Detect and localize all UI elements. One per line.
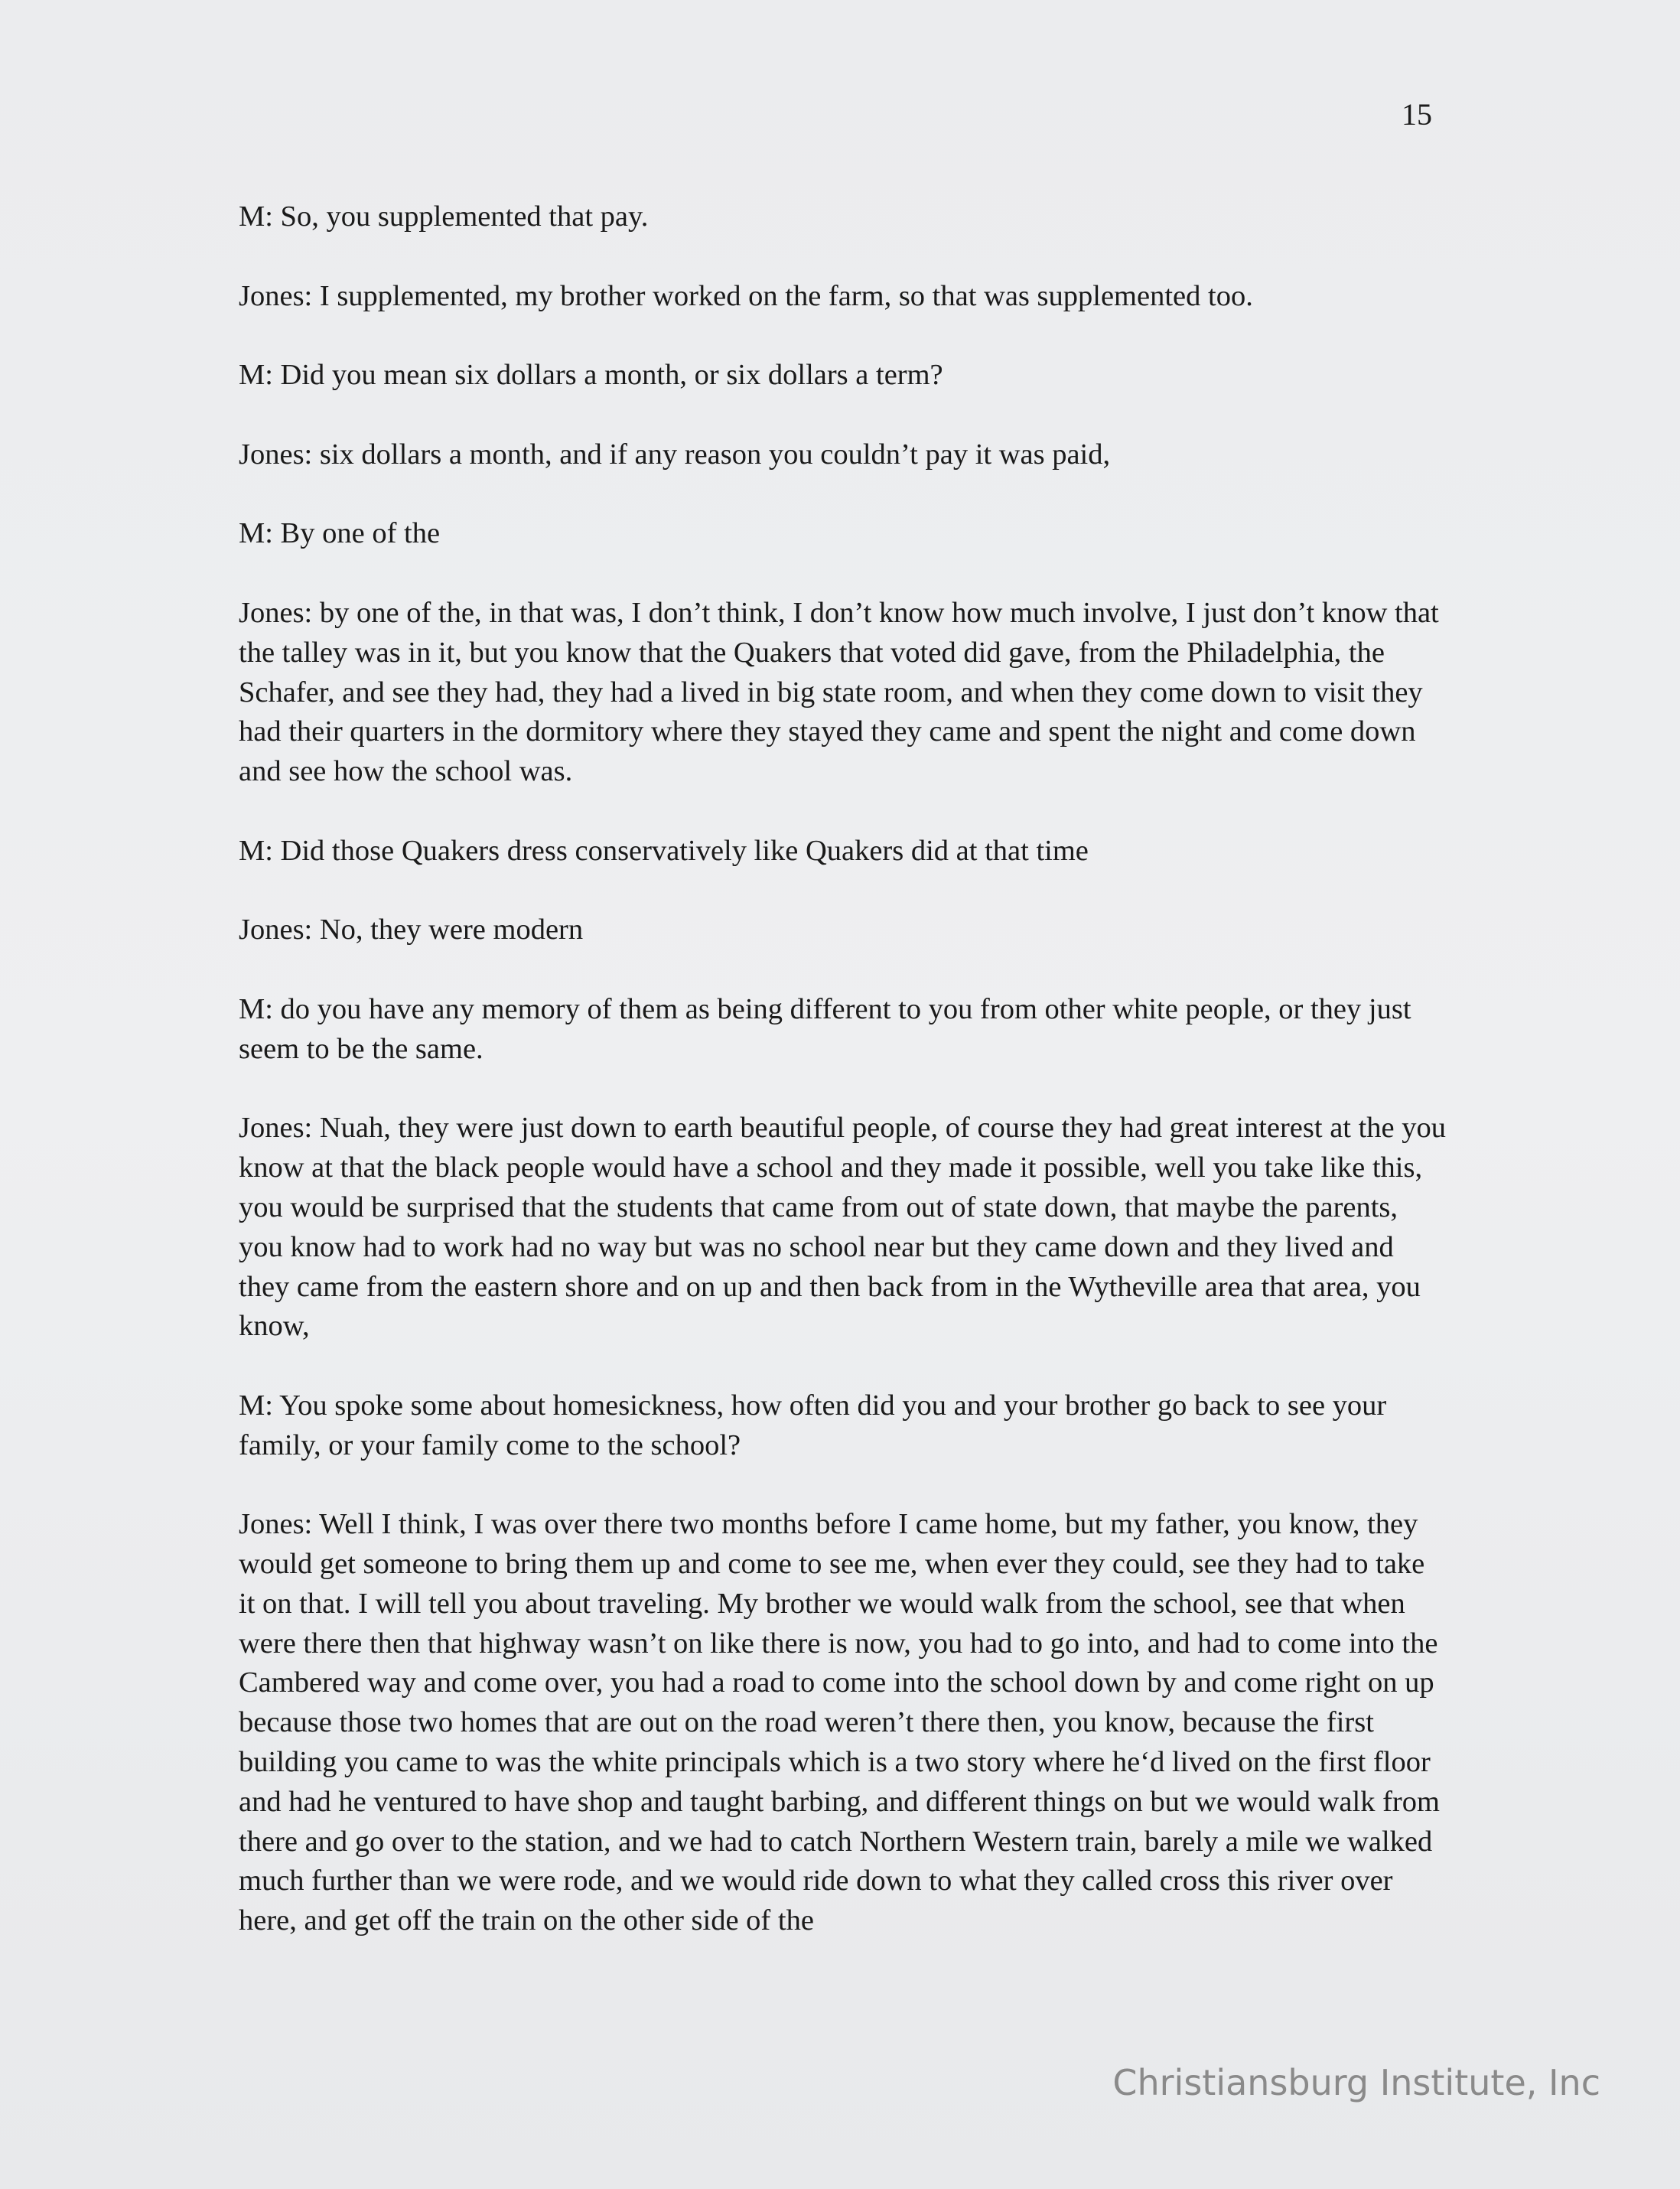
paragraph-9: M: do you have any memory of them as being different to you from other white people, or they just seem to be the same. <box>239 992 1411 1065</box>
paragraph-3: M: Did you mean six dollars a month, or six dollars a term? <box>239 359 943 392</box>
page-number: 15 <box>1402 97 1432 132</box>
paragraph-6: Jones: by one of the, in that was, I don’t think, I don’t know how much involve, I just don’t know that the talley was in it, but you know that the Quakers that voted did gave, from the Philadelphia, the Schafer, and see they had, they had a lived in big state room, and when they come down to visit they had their quarters in the dormitory where they stayed they came and spent the night and come down and see how the school was. <box>239 596 1439 788</box>
paragraph-11: M: You spoke some about homesickness, how often did you and your brother go back to see your family, or your family come to the school? <box>239 1389 1387 1461</box>
paragraph-8: Jones: No, they were modern <box>239 914 584 946</box>
paragraph-1: M: So, you supplemented that pay. <box>239 200 649 233</box>
paragraph-2: Jones: I supplemented, my brother worked on the farm, so that was supplemented too. <box>239 279 1253 312</box>
paragraph-10: Jones: Nuah, they were just down to earth beautiful people, of course they had great interest at the you know at that the black people would have a school and they made it possible, well you take like this, you would be surprised that the students that came from out of state down, that maybe the parents, you know had to work had no way but was no school near but they came down and they lived and they came from the eastern shore and on up and then back from in the Wytheville area that area, you know, <box>239 1112 1447 1343</box>
watermark: Christiansburg Institute, Inc <box>1112 2062 1600 2103</box>
paragraph-4: Jones: six dollars a month, and if any reason you couldn’t pay it was paid, <box>239 438 1111 471</box>
transcript-body <box>239 197 1447 1981</box>
paragraph-12: Jones: Well I think, I was over there two months before I came home, but my father, you know, they would get someone to bring them up and come to see me, when ever they could, see they had to take it on that. I will tell you about traveling. My brother we would walk from the school, see that when were there then that highway wasn’t on like there is now, you had to go into, and had to come into the Cambered way and come over, you had a road to come into the school down by and come right on up because those two homes that are out on the road weren’t there then, you know, because the first building you came to was the white principals which is a two story where he‘d lived on the first floor and had he ventured to have shop and taught barbing, and different things on but we would walk from there and go over to the station, and we had to catch Northern Western train, barely a mile we walked much further than we were rode, and we would ride down to what they called cross this river over here, and get off the train on the other side of the <box>239 1508 1440 1937</box>
paragraph-5: M: By one of the <box>239 517 441 550</box>
paragraph-7: M: Did those Quakers dress conservatively like Quakers did at that time <box>239 834 1089 867</box>
